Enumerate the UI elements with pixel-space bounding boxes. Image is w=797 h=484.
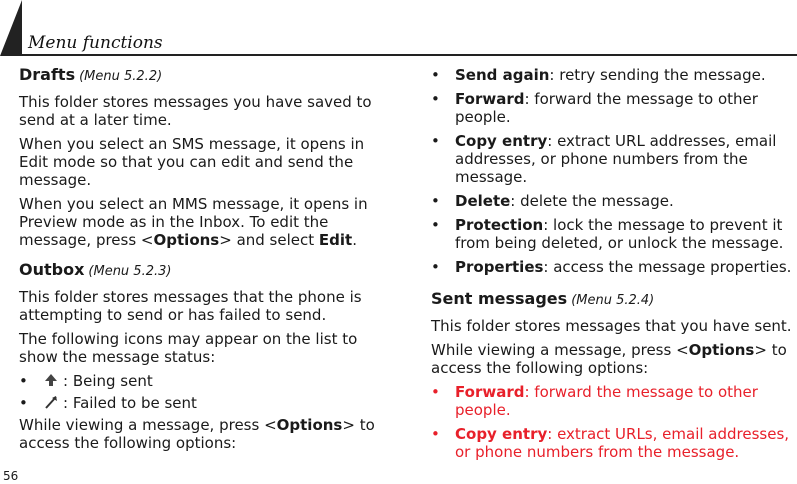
drafts-para-1: This folder stores messages you have saved to send at a later time. — [19, 93, 372, 129]
header-rule — [22, 54, 797, 56]
option-term: Copy entry — [455, 132, 548, 150]
option-term: Properties — [455, 258, 544, 276]
sent-para-2 — [431, 341, 797, 377]
page-header-title: Menu functions — [28, 33, 163, 53]
option-term: Forward — [455, 383, 525, 401]
bullet: • — [431, 383, 440, 401]
bullet: • — [431, 132, 440, 150]
bullet: • — [431, 425, 440, 443]
option-desc: : extract URL addresses, email addresses, or phone numbers from the message. — [455, 132, 777, 186]
option-item — [431, 66, 797, 84]
outbox-p3-pre: While viewing a message, press < — [19, 416, 277, 434]
drafts-p3-pre: When you select an MMS message, it opens in Preview mode as in the Inbox. To edit the message, press < — [19, 195, 368, 249]
bullet: • — [19, 372, 28, 390]
option-desc: : access the message properties. — [543, 258, 792, 276]
drafts-heading — [19, 66, 391, 86]
options-key: Options — [153, 231, 220, 249]
bullet: • — [431, 216, 440, 234]
option-item — [431, 132, 797, 186]
options-key: Options — [688, 341, 755, 359]
option-item — [431, 192, 797, 210]
option-desc: : forward the message to other people. — [455, 90, 758, 126]
outbox-p3-end: > to access the following options: — [19, 416, 375, 452]
option-term: Send again — [455, 66, 550, 84]
header-decoration — [0, 0, 22, 56]
edit-key: Edit — [318, 231, 353, 249]
status-icon-row — [19, 372, 391, 390]
outbox-para-1: This folder stores messages that the phone is attempting to send or has failed to send. — [19, 288, 362, 324]
option-term: Forward — [455, 90, 525, 108]
being-sent-icon — [43, 372, 59, 388]
option-desc: : extract URLs, email addresses, or phone numbers from the message. — [455, 425, 790, 461]
sent-messages-menu-ref: (Menu 5.2.4) — [571, 293, 655, 308]
option-term: Copy entry — [455, 425, 548, 443]
page-number: 56 — [3, 469, 19, 483]
bullet: • — [431, 90, 440, 108]
drafts-menu-ref: (Menu 5.2.2) — [79, 69, 163, 84]
option-desc: : retry sending the message. — [549, 66, 766, 84]
drafts-para-3 — [19, 195, 391, 249]
sent-para-1: This folder stores messages that you have sent. — [431, 317, 792, 335]
outbox-heading — [19, 261, 391, 281]
drafts-p3-end: . — [352, 231, 357, 249]
outbox-para-2: The following icons may appear on the list to show the message status: — [19, 330, 358, 366]
option-item — [431, 258, 797, 276]
bullet: • — [19, 394, 28, 412]
right-column — [431, 66, 797, 467]
option-term: Protection — [455, 216, 544, 234]
drafts-p3-mid: > and select — [219, 231, 319, 249]
option-desc: : delete the message. — [510, 192, 674, 210]
option-item — [431, 90, 797, 126]
drafts-title: Drafts — [19, 65, 76, 84]
option-desc: : forward the message to other people. — [455, 383, 758, 419]
sent-p2-pre: While viewing a message, press < — [431, 341, 689, 359]
drafts-para-2: When you select an SMS message, it opens in Edit mode so that you can edit and send the message. — [19, 135, 365, 189]
option-item — [431, 216, 797, 252]
outbox-menu-ref: (Menu 5.2.3) — [88, 264, 172, 279]
failed-send-icon — [43, 394, 59, 410]
sent-option-item — [431, 383, 797, 419]
option-desc: : lock the message to prevent it from being deleted, or unlock the message. — [455, 216, 784, 252]
bullet: • — [431, 258, 440, 276]
option-term: Delete — [455, 192, 511, 210]
being-sent-label: : Being sent — [63, 372, 153, 390]
sent-messages-heading — [431, 290, 797, 310]
outbox-para-3 — [19, 416, 391, 452]
options-key: Options — [276, 416, 343, 434]
failed-send-label: : Failed to be sent — [63, 394, 197, 412]
sent-option-item — [431, 425, 797, 461]
bullet: • — [431, 192, 440, 210]
sent-p2-end: > to access the following options: — [431, 341, 787, 377]
sent-messages-title: Sent messages — [431, 289, 568, 308]
status-icon-row — [19, 394, 391, 412]
left-column — [19, 66, 391, 458]
outbox-title: Outbox — [19, 260, 85, 279]
bullet: • — [431, 66, 440, 84]
